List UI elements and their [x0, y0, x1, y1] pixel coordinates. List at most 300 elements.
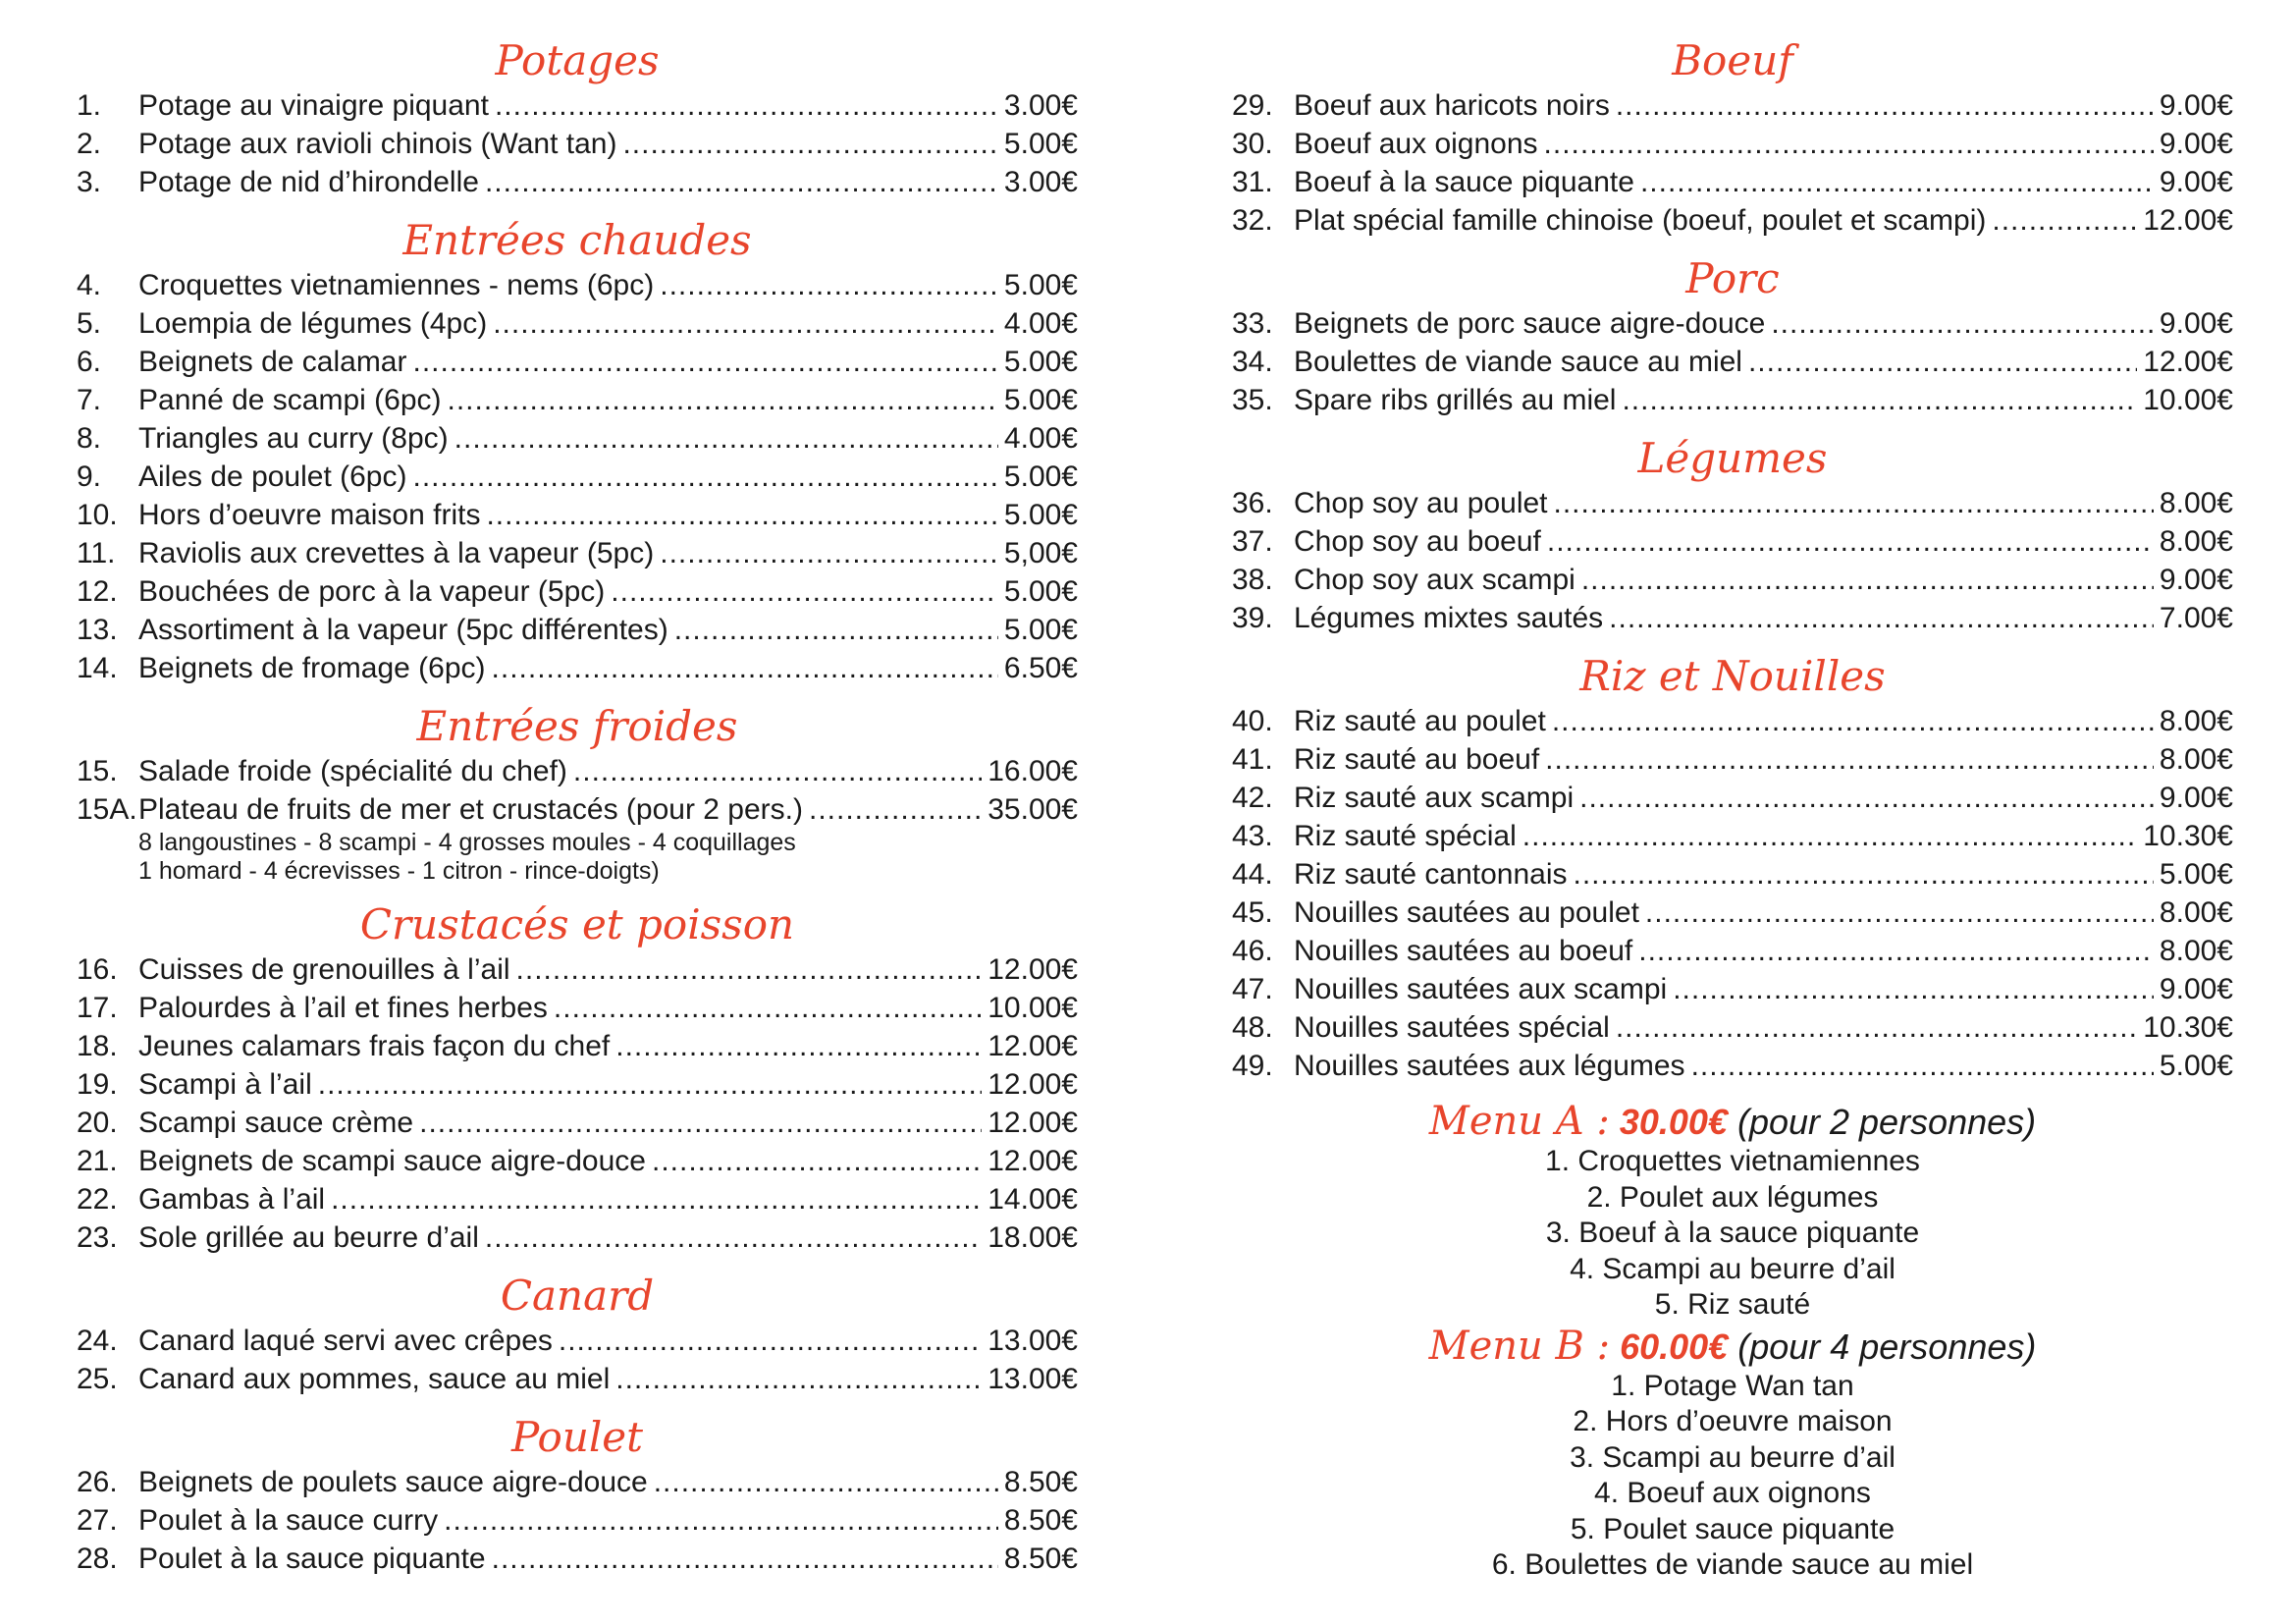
left-column: [77, 35, 1078, 1592]
dish-number: 1.: [77, 89, 102, 122]
dish-name: Hors d’oeuvre maison frits: [138, 499, 481, 531]
section-heading: Boeuf: [1672, 36, 1793, 84]
dot-leader: [660, 266, 998, 304]
dish-name: Ailes de poulet (6pc): [138, 460, 407, 493]
dot-leader: [1638, 932, 2154, 970]
dish-row: [1232, 522, 2233, 561]
set-menu-header: [1232, 1324, 2233, 1369]
dish-name: Salade froide (spécialité du chef): [138, 755, 567, 787]
dish-price: 5.00€: [1003, 128, 1078, 160]
set-menu-course: 1. Croquettes vietnamiennes: [1545, 1145, 1920, 1177]
dish-row: [77, 1218, 1078, 1257]
dot-leader: [1581, 561, 2154, 599]
section-crustaces-et-poisson: [77, 899, 1078, 1271]
section-heading: Riz et Nouilles: [1579, 652, 1886, 700]
dish-row: [77, 989, 1078, 1027]
dish-name: Chop soy aux scampi: [1294, 564, 1575, 596]
dish-name: Cuisses de grenouilles à l’ail: [138, 953, 510, 986]
dish-row: [1232, 201, 2233, 240]
dish-price: 8.00€: [2159, 525, 2233, 558]
dish-number: 31.: [1232, 166, 1273, 198]
section-legumes: [1232, 433, 2233, 651]
dish-row: [77, 343, 1078, 381]
dish-number: 41.: [1232, 743, 1273, 776]
dish-price: 12.00€: [988, 1145, 1078, 1177]
dish-number: 16.: [77, 953, 118, 986]
dish-name: Nouilles sautées aux scampi: [1294, 973, 1668, 1005]
dot-leader: [615, 1360, 982, 1398]
dish-row: [77, 950, 1078, 989]
dish-name: Beignets de poulets sauce aigre-douce: [138, 1466, 648, 1498]
section-heading: Entrées chaudes: [402, 216, 752, 264]
dish-name: Riz sauté spécial: [1294, 820, 1517, 852]
dish-number: 26.: [77, 1466, 118, 1498]
dish-row: [77, 496, 1078, 534]
dish-row: [77, 1065, 1078, 1104]
dish-name: Boeuf aux haricots noirs: [1294, 89, 1610, 122]
dot-leader: [1673, 970, 2154, 1008]
dish-number: 17.: [77, 992, 118, 1024]
dish-price: 9.00€: [2159, 166, 2233, 198]
dot-leader: [493, 304, 998, 343]
dish-number: 5.: [77, 307, 102, 340]
dish-price: 16.00€: [988, 755, 1078, 787]
dot-leader: [1547, 522, 2154, 561]
dish-name: Riz sauté au boeuf: [1294, 743, 1540, 776]
dish-name: Triangles au curry (8pc): [138, 422, 449, 455]
dish-list: [1232, 702, 2233, 1085]
set-menu-menu-b: [1232, 1324, 2233, 1584]
dot-leader: [654, 1463, 998, 1501]
set-menu-course: 3. Scampi au beurre d’ail: [1570, 1440, 1896, 1474]
dish-number: 45.: [1232, 896, 1273, 929]
dot-leader: [559, 1322, 982, 1360]
dish-detail-line: 8 langoustines - 8 scampi - 4 grosses moules - 4 coquillages: [138, 829, 796, 856]
dish-price: 12.00€: [988, 1030, 1078, 1062]
dish-name: Plateau de fruits de mer et crustacés (pour 2 pers.): [138, 793, 803, 826]
dish-price: 9.00€: [2159, 89, 2233, 122]
dish-price: 5,00€: [1003, 537, 1078, 569]
dish-row: [1232, 599, 2233, 637]
dot-leader: [1748, 343, 2137, 381]
dish-name: Nouilles sautées spécial: [1294, 1011, 1610, 1044]
dish-name: Potage au vinaigre piquant: [138, 89, 489, 122]
dish-name: Riz sauté cantonnais: [1294, 858, 1568, 891]
dish-row: [1232, 125, 2233, 163]
dish-number: 23.: [77, 1221, 118, 1254]
dish-row: [1232, 484, 2233, 522]
dish-row: [1232, 970, 2233, 1008]
dish-name: Riz sauté aux scampi: [1294, 782, 1575, 814]
dish-price: 12.00€: [988, 1107, 1078, 1139]
dish-price: 5.00€: [1003, 499, 1078, 531]
dish-price: 4.00€: [1003, 307, 1078, 340]
section-heading: Légumes: [1637, 434, 1828, 482]
dish-price: 8.50€: [1003, 1466, 1078, 1498]
dish-number: 15.: [77, 755, 118, 787]
dot-leader: [573, 752, 982, 790]
dot-leader: [615, 1027, 982, 1065]
section-porc: [1232, 253, 2233, 433]
dish-price: 5.00€: [2159, 1050, 2233, 1082]
section-potages: [77, 35, 1078, 215]
set-menu-course: 4. Boeuf aux oignons: [1594, 1477, 1871, 1509]
set-menu-course: 5. Poulet sauce piquante: [1570, 1512, 1896, 1545]
dish-name: Poulet à la sauce piquante: [138, 1543, 486, 1575]
dish-number: 37.: [1232, 525, 1273, 558]
dish-number: 27.: [77, 1504, 118, 1537]
set-menus: [1232, 1099, 2233, 1584]
dish-number: 46.: [1232, 935, 1273, 967]
dot-leader: [622, 125, 997, 163]
dish-row: [77, 752, 1078, 790]
right-sections: [1232, 35, 2233, 1099]
dish-row: [77, 1360, 1078, 1398]
dish-row: [77, 1463, 1078, 1501]
dish-name: Canard laqué servi avec crêpes: [138, 1325, 553, 1357]
set-menu-course: 5. Riz sauté: [1654, 1288, 1811, 1321]
dish-row: [77, 419, 1078, 458]
dish-number: 7.: [77, 384, 102, 416]
dish-name: Canard aux pommes, sauce au miel: [138, 1363, 611, 1395]
dish-name: Spare ribs grillés au miel: [1294, 384, 1617, 416]
dot-leader: [1554, 484, 2154, 522]
dish-list: [77, 950, 1078, 1257]
dish-price: 10.00€: [988, 992, 1078, 1024]
dot-leader: [674, 611, 998, 649]
dish-name: Panné de scampi (6pc): [138, 384, 442, 416]
dish-row: [77, 1180, 1078, 1218]
section-riz-et-nouilles: [1232, 651, 2233, 1099]
dish-price: 8.00€: [2159, 935, 2233, 967]
dish-name: Boeuf à la sauce piquante: [1294, 166, 1634, 198]
dot-leader: [419, 1104, 982, 1142]
dot-leader: [1645, 893, 2154, 932]
section-poulet: [77, 1412, 1078, 1592]
dot-leader: [652, 1142, 982, 1180]
dot-leader: [485, 1218, 982, 1257]
dish-name: Chop soy au poulet: [1294, 487, 1548, 519]
dish-row: [77, 1142, 1078, 1180]
dot-leader: [318, 1065, 983, 1104]
dish-list: [77, 86, 1078, 201]
dish-number: 20.: [77, 1107, 118, 1139]
dish-number: 34.: [1232, 346, 1273, 378]
dish-name: Jeunes calamars frais façon du chef: [138, 1030, 611, 1062]
dish-number: 12.: [77, 575, 118, 608]
dish-number: 10.: [77, 499, 118, 531]
dish-number: 32.: [1232, 204, 1273, 237]
dish-row: [1232, 740, 2233, 779]
dish-row: [77, 86, 1078, 125]
dot-leader: [444, 1501, 998, 1540]
dish-price: 12.00€: [988, 1068, 1078, 1101]
dish-list: [77, 1463, 1078, 1578]
dish-name: Palourdes à l’ail et fines herbes: [138, 992, 548, 1024]
section-heading: Potages: [495, 36, 660, 84]
section-heading: Poulet: [510, 1413, 644, 1461]
dish-row: [1232, 702, 2233, 740]
dish-price: 8.00€: [2159, 743, 2233, 776]
section-entrees-chaudes: [77, 215, 1078, 701]
dish-row: [77, 304, 1078, 343]
dish-row: [77, 125, 1078, 163]
dish-name: Plat spécial famille chinoise (boeuf, poulet et scampi): [1294, 204, 1987, 237]
dot-leader: [1574, 855, 2154, 893]
dot-leader: [413, 343, 998, 381]
dish-number: 3.: [77, 166, 102, 198]
dot-leader: [1992, 201, 2137, 240]
dish-price: 7.00€: [2159, 602, 2233, 634]
dish-row: [77, 1540, 1078, 1578]
dish-name: Loempia de légumes (4pc): [138, 307, 488, 340]
dish-name: Boeuf aux oignons: [1294, 128, 1538, 160]
section-entrees-froides: [77, 701, 1078, 899]
dish-name: Beignets de porc sauce aigre-douce: [1294, 307, 1766, 340]
dot-leader: [495, 86, 998, 125]
section-heading: Entrées froides: [416, 702, 738, 750]
dish-list: [1232, 484, 2233, 637]
dish-number: 48.: [1232, 1011, 1273, 1044]
dish-row: [77, 381, 1078, 419]
dish-row: [1232, 817, 2233, 855]
dish-number: 42.: [1232, 782, 1273, 814]
dish-number: 28.: [77, 1543, 118, 1575]
dot-leader: [660, 534, 998, 572]
right-column: [1232, 35, 2233, 1584]
dish-price: 8.50€: [1003, 1543, 1078, 1575]
dish-row: [1232, 855, 2233, 893]
dish-number: 30.: [1232, 128, 1273, 160]
dish-name: Riz sauté au poulet: [1294, 705, 1546, 737]
dish-name: Scampi à l’ail: [138, 1068, 312, 1101]
dish-name: Poulet à la sauce curry: [138, 1504, 439, 1537]
dish-row: [77, 649, 1078, 687]
dish-price: 12.00€: [2143, 346, 2233, 378]
dish-price: 5.00€: [1003, 269, 1078, 301]
dish-row: [1232, 561, 2233, 599]
dish-number: 38.: [1232, 564, 1273, 596]
dish-row: [77, 1322, 1078, 1360]
dish-row: [77, 790, 1078, 829]
dish-price: 4.00€: [1003, 422, 1078, 455]
dot-leader: [809, 790, 982, 829]
dot-leader: [1579, 779, 2154, 817]
dot-leader: [448, 381, 998, 419]
set-menu-menu-a: [1232, 1099, 2233, 1324]
set-menu-note: (pour 2 personnes): [1736, 1102, 2037, 1142]
set-menu-note: (pour 4 personnes): [1737, 1326, 2037, 1367]
dot-leader: [1522, 817, 2137, 855]
dish-name: Légumes mixtes sautés: [1294, 602, 1604, 634]
dish-number: 49.: [1232, 1050, 1273, 1082]
dish-price: 9.00€: [2159, 564, 2233, 596]
dish-price: 13.00€: [988, 1363, 1078, 1395]
dish-number: 14.: [77, 652, 118, 684]
dish-price: 3.00€: [1003, 89, 1078, 122]
dish-price: 8.50€: [1003, 1504, 1078, 1537]
dish-row: [77, 572, 1078, 611]
dish-name: Croquettes vietnamiennes - nems (6pc): [138, 269, 655, 301]
dot-leader: [454, 419, 998, 458]
dish-price: 5.00€: [2159, 858, 2233, 891]
dish-number: 47.: [1232, 973, 1273, 1005]
dish-number: 24.: [77, 1325, 118, 1357]
set-menu-course: 3. Boeuf à la sauce piquante: [1545, 1217, 1920, 1249]
dish-number: 25.: [77, 1363, 118, 1395]
dish-row: [1232, 304, 2233, 343]
dish-price: 9.00€: [2159, 128, 2233, 160]
dot-leader: [492, 1540, 998, 1578]
dot-leader: [1691, 1047, 2154, 1085]
dish-price: 5.00€: [1003, 460, 1078, 493]
dish-name: Beignets de scampi sauce aigre-douce: [138, 1145, 646, 1177]
dish-number: 35.: [1232, 384, 1273, 416]
set-menu-course: 2. Poulet aux légumes: [1586, 1180, 1879, 1214]
dot-leader: [1545, 740, 2154, 779]
set-menu-header: [1232, 1099, 2233, 1144]
dish-name: Potage aux ravioli chinois (Want tan): [138, 128, 617, 160]
dish-row: [77, 1501, 1078, 1540]
dot-leader: [1544, 125, 2154, 163]
dish-name: Beignets de calamar: [138, 346, 407, 378]
dish-number: 36.: [1232, 487, 1273, 519]
dish-number: 44.: [1232, 858, 1273, 891]
dot-leader: [486, 496, 997, 534]
dish-number: 9.: [77, 460, 102, 493]
dish-price: 14.00€: [988, 1183, 1078, 1216]
dish-row: [77, 1104, 1078, 1142]
dot-leader: [413, 458, 998, 496]
dish-number: 39.: [1232, 602, 1273, 634]
dish-name: Scampi sauce crème: [138, 1107, 414, 1139]
dish-price: 10.30€: [2143, 820, 2233, 852]
dish-name: Potage de nid d’hirondelle: [138, 166, 479, 198]
dish-price: 8.00€: [2159, 487, 2233, 519]
section-canard: [77, 1271, 1078, 1412]
dish-price: 9.00€: [2159, 782, 2233, 814]
dish-row: [1232, 163, 2233, 201]
dish-list: [77, 752, 1078, 829]
dish-price: 3.00€: [1003, 166, 1078, 198]
dish-list: [1232, 86, 2233, 240]
dish-price: 10.30€: [2143, 1011, 2233, 1044]
dish-number: 22.: [77, 1183, 118, 1216]
dish-number: 40.: [1232, 705, 1273, 737]
dish-name: Beignets de fromage (6pc): [138, 652, 486, 684]
dish-price: 9.00€: [2159, 307, 2233, 340]
dot-leader: [492, 649, 998, 687]
dish-number: 33.: [1232, 307, 1273, 340]
dish-row: [1232, 1047, 2233, 1085]
dish-number: 6.: [77, 346, 102, 378]
dish-price: 5.00€: [1003, 384, 1078, 416]
dot-leader: [1622, 381, 2137, 419]
dish-price: 5.00€: [1003, 614, 1078, 646]
dot-leader: [331, 1180, 982, 1218]
dish-price: 18.00€: [988, 1221, 1078, 1254]
section-boeuf: [1232, 35, 2233, 253]
dish-price: 8.00€: [2159, 896, 2233, 929]
dish-row: [1232, 381, 2233, 419]
dish-price: 5.00€: [1003, 575, 1078, 608]
dish-detail-line: 1 homard - 4 écrevisses - 1 citron - rince-doigts): [138, 857, 660, 885]
dish-row: [1232, 779, 2233, 817]
section-heading: Crustacés et poisson: [359, 900, 795, 948]
dish-row: [77, 534, 1078, 572]
dish-name: Chop soy au boeuf: [1294, 525, 1541, 558]
set-menu-price: 30.00€: [1619, 1102, 1728, 1142]
dish-name: Raviolis aux crevettes à la vapeur (5pc): [138, 537, 655, 569]
dish-row: [1232, 343, 2233, 381]
dish-list: [77, 1322, 1078, 1398]
dish-name: Nouilles sautées aux légumes: [1294, 1050, 1685, 1082]
dot-leader: [1616, 1008, 2137, 1047]
dish-number: 2.: [77, 128, 102, 160]
dish-name: Boulettes de viande sauce au miel: [1294, 346, 1742, 378]
dot-leader: [485, 163, 998, 201]
set-menu-name: Menu B :: [1428, 1323, 1611, 1369]
dish-number: 11.: [77, 537, 116, 569]
dish-number: 8.: [77, 422, 102, 455]
dish-price: 12.00€: [2143, 204, 2233, 237]
dish-list: [1232, 304, 2233, 419]
dish-price: 8.00€: [2159, 705, 2233, 737]
dish-number: 21.: [77, 1145, 118, 1177]
dish-price: 9.00€: [2159, 973, 2233, 1005]
set-menu-name: Menu A :: [1428, 1099, 1610, 1144]
dish-row: [77, 1027, 1078, 1065]
dot-leader: [1771, 304, 2154, 343]
dish-number: 18.: [77, 1030, 118, 1062]
dot-leader: [1552, 702, 2154, 740]
dot-leader: [516, 950, 983, 989]
dish-price: 13.00€: [988, 1325, 1078, 1357]
dish-price: 5.00€: [1003, 346, 1078, 378]
dish-row: [1232, 1008, 2233, 1047]
dish-row: [1232, 893, 2233, 932]
set-menu-course: 4. Scampi au beurre d’ail: [1570, 1252, 1896, 1285]
dot-leader: [1640, 163, 2154, 201]
dot-leader: [1609, 599, 2154, 637]
dish-name: Gambas à l’ail: [138, 1183, 326, 1216]
dish-row: [77, 611, 1078, 649]
dish-row: [77, 163, 1078, 201]
dish-number: 29.: [1232, 89, 1273, 122]
dot-leader: [1616, 86, 2154, 125]
dish-list: [77, 266, 1078, 687]
dish-row: [1232, 932, 2233, 970]
dish-price: 10.00€: [2143, 384, 2233, 416]
dish-price: 6.50€: [1003, 652, 1078, 684]
set-menu-price: 60.00€: [1620, 1326, 1729, 1367]
dish-number: 19.: [77, 1068, 118, 1101]
dish-name: Nouilles sautées au boeuf: [1294, 935, 1633, 967]
dish-row: [77, 266, 1078, 304]
dish-name: Assortiment à la vapeur (5pc différentes): [138, 614, 668, 646]
dot-leader: [554, 989, 982, 1027]
set-menu-course: 1. Potage Wan tan: [1611, 1369, 1854, 1402]
dish-number: 43.: [1232, 820, 1273, 852]
dish-number: 4.: [77, 269, 102, 301]
dish-price: 12.00€: [988, 953, 1078, 986]
dish-price: 35.00€: [988, 793, 1078, 826]
section-heading: Canard: [500, 1272, 655, 1320]
dish-row: [1232, 86, 2233, 125]
set-menu-course: 2. Hors d’oeuvre maison: [1573, 1405, 1893, 1437]
dish-name: Bouchées de porc à la vapeur (5pc): [138, 575, 606, 608]
dish-row: [77, 458, 1078, 496]
